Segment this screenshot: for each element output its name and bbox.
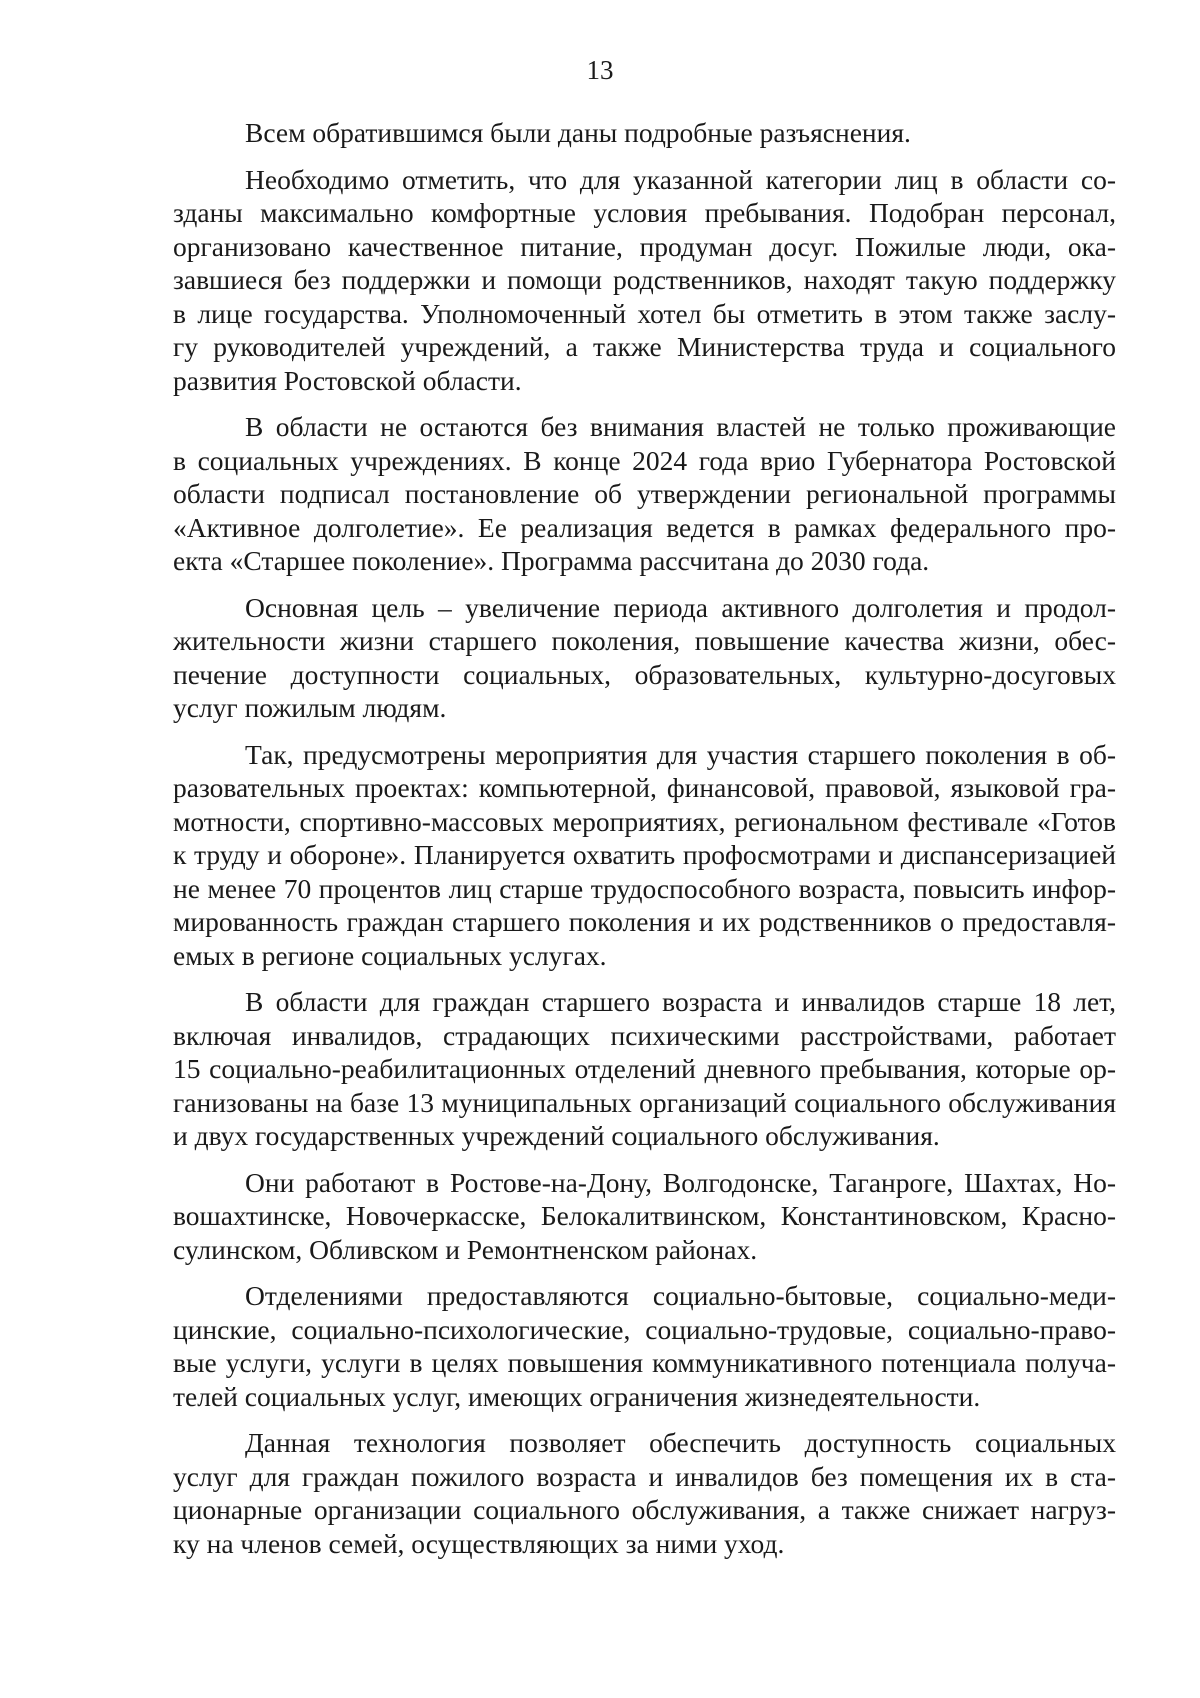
paragraph-line: В области не остаются без внимания властей не только проживающие <box>245 411 1116 442</box>
paragraph-line: включая инвалидов, страдающих психическими расстройствами, работает <box>173 1019 1116 1051</box>
paragraph-line: и двух государственных учреждений социального обслуживания. <box>173 1120 940 1151</box>
paragraph-line: вые услуги, услуги в целях повышения коммуникативного потенциала получа- <box>173 1347 1116 1378</box>
paragraph-line: емых в регионе социальных услугах. <box>173 939 607 971</box>
paragraph-line: не менее 70 процентов лиц старше трудоспособного возраста, повысить инфор- <box>173 872 1116 904</box>
paragraph-line: екта «Старшее поколение». Программа рассчитана до 2030 года. <box>173 545 930 576</box>
paragraph-line: развития Ростовской области. <box>173 364 522 396</box>
paragraph-line: мированность граждан старшего поколения и их родственников о предоставля- <box>173 906 1116 937</box>
paragraph <box>173 738 1116 973</box>
paragraph-line: мотности, спортивно-массовых мероприятиях, региональном фестивале «Готов <box>173 805 1116 837</box>
paragraph <box>173 116 1116 150</box>
paragraph-line: ку на членов семей, осуществляющих за ними уход. <box>173 1527 785 1559</box>
paragraph-line: цинские, социально-психологические, социально-трудовые, социально-право- <box>173 1313 1116 1345</box>
paragraph-line: сулинском, Обливском и Ремонтненском районах. <box>173 1233 758 1265</box>
paragraph <box>173 985 1116 1153</box>
paragraph-line: организовано качественное питание, продуман досуг. Пожилые люди, ока- <box>173 230 1116 262</box>
paragraph-line: 15 социально-реабилитационных отделений дневного пребывания, которые ор- <box>173 1053 1116 1084</box>
paragraph-line: в социальных учреждениях. В конце 2024 года врио Губернатора Ростовской <box>173 444 1116 476</box>
paragraph-line: к труду и обороне». Планируется охватить профосмотрами и диспансеризацией <box>173 839 1116 870</box>
paragraph-line: «Активное долголетие». Ее реализация ведется в рамках федерального про- <box>173 511 1116 543</box>
paragraph-line: печение доступности социальных, образовательных, культурно-досуговых <box>173 658 1116 690</box>
paragraph-line: области подписал постановление об утверждении региональной программы <box>173 478 1116 509</box>
paragraph-line: вошахтинске, Новочеркасске, Белокалитвинском, Константиновском, Красно- <box>173 1200 1116 1231</box>
paragraph-line: в лице государства. Уполномоченный хотел бы отметить в этом также заслу- <box>173 297 1116 329</box>
page-number: 13 <box>586 55 614 85</box>
paragraph <box>173 1279 1116 1413</box>
paragraph-line: гу руководителей учреждений, а также Министерства труда и социального <box>173 331 1116 362</box>
paragraph <box>173 163 1116 398</box>
paragraph-line: Данная технология позволяет обеспечить доступность социальных <box>245 1427 1116 1458</box>
paragraph-line: Основная цель – увеличение периода активного долголетия и продол- <box>245 591 1116 623</box>
paragraph-line: Они работают в Ростове-на-Дону, Волгодонске, Таганроге, Шахтах, Но- <box>245 1166 1116 1198</box>
paragraph <box>173 591 1116 725</box>
paragraph-line: Необходимо отметить, что для указанной категории лиц в области со- <box>245 163 1116 195</box>
document-body <box>173 116 1116 1573</box>
paragraph-line: услуг для граждан пожилого возраста и инвалидов без помещения их в ста- <box>173 1460 1116 1492</box>
paragraph-line: Всем обратившимся были даны подробные разъяснения. <box>245 117 911 148</box>
paragraph-line: Отделениями предоставляются социально-бытовые, социально-меди- <box>245 1280 1116 1311</box>
paragraph <box>173 1166 1116 1267</box>
paragraph-line: жительности жизни старшего поколения, повышение качества жизни, обес- <box>173 625 1116 656</box>
paragraph-line: ционарные организации социального обслуживания, а также снижает нагруз- <box>173 1494 1116 1525</box>
paragraph-line: телей социальных услуг, имеющих ограничения жизнедеятельности. <box>173 1380 981 1412</box>
paragraph-line: ганизованы на базе 13 муниципальных организаций социального обслуживания <box>173 1086 1116 1118</box>
paragraph-line: В области для граждан старшего возраста и инвалидов старше 18 лет, <box>245 986 1116 1017</box>
paragraph <box>173 1426 1116 1560</box>
paragraph-line: разовательных проектах: компьютерной, финансовой, правовой, языковой гра- <box>173 772 1116 803</box>
paragraph-line: зданы максимально комфортные условия пребывания. Подобран персонал, <box>173 197 1116 228</box>
paragraph <box>173 410 1116 578</box>
paragraph-line: завшиеся без поддержки и помощи родственников, находят такую поддержку <box>173 264 1116 295</box>
paragraph-line: Так, предусмотрены мероприятия для участия старшего поколения в об- <box>245 738 1116 770</box>
paragraph-line: услуг пожилым людям. <box>173 692 447 723</box>
